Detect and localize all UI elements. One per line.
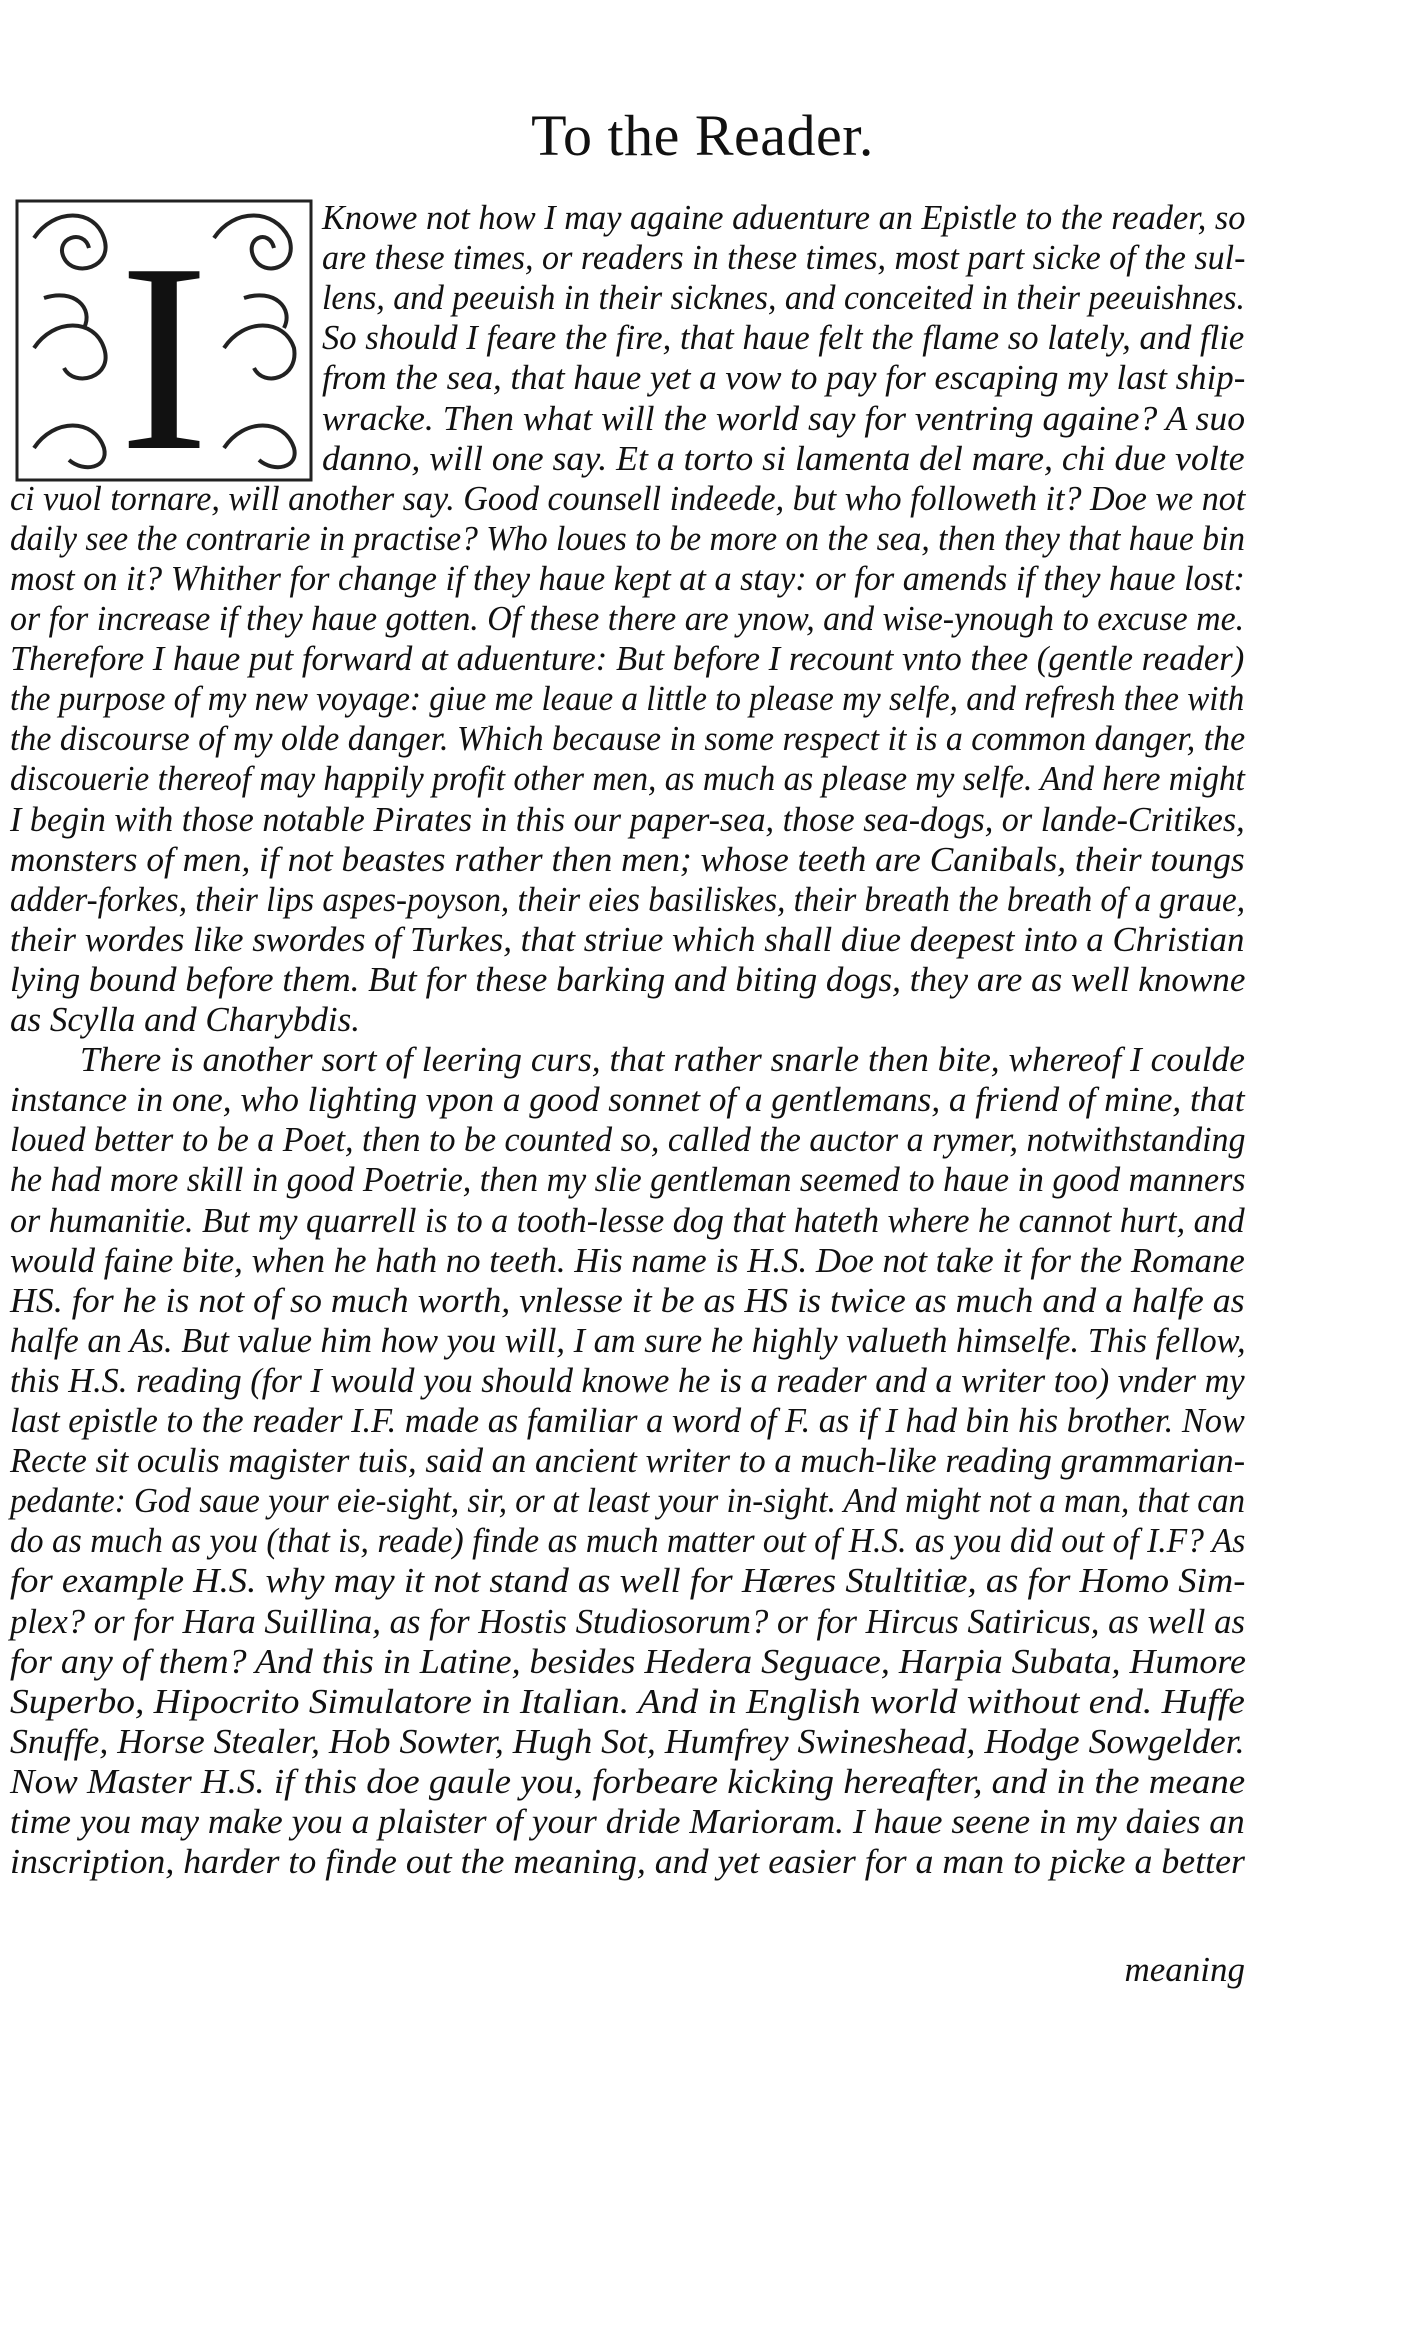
- text-line: instance in one, who lighting vpon a good sonnet of a gentlemans, a friend of mine, that: [10, 1080, 1245, 1120]
- text-line: There is another sort of leering curs, that rather snarle then bite, whereof I coulde: [80, 1040, 1245, 1080]
- text-line: pedante: God saue your eie-sight, sir, or at least your in-sight. And might not a man, that can: [10, 1481, 1246, 1521]
- text-line: the discourse of my olde danger. Which because in some respect it is a common danger, the: [10, 719, 1246, 759]
- text-line: he had more skill in good Poetrie, then my slie gentleman seemed to haue in good manners: [10, 1160, 1246, 1200]
- text-line: discouerie thereof may happily profit other men, as much as please my selfe. And here might: [10, 759, 1245, 799]
- text-line: last epistle to the reader I.F. made as familiar a word of F. as if I had bin his brother. Now: [10, 1401, 1245, 1440]
- text-line: halfe an As. But value him how you will, I am sure he highly valueth himselfe. This fellow,: [10, 1320, 1246, 1360]
- text-line: loued better to be a Poet, then to be counted so, called the auctor a rymer, notwithstanding: [10, 1120, 1246, 1160]
- catchword: meaning: [1124, 1950, 1245, 1989]
- text-line: monsters of men, if not beastes rather then men; whose teeth are Canibals, their toungs: [10, 839, 1245, 879]
- text-line: Recte sit oculis magister tuis, said an ancient writer to a much-like reading grammarian-: [10, 1441, 1246, 1481]
- decorated-initial-icon: [14, 198, 314, 483]
- text-line: the purpose of my new voyage: giue me leaue a little to please my selfe, and refresh thee with: [10, 679, 1245, 719]
- text-line: from the sea, that haue yet a vow to pay for escaping my last ship-: [322, 358, 1246, 398]
- text-line: are these times, or readers in these times, most part sicke of the sul-: [322, 238, 1246, 278]
- text-line: HS. for he is not of so much worth, vnlesse it be as HS is twice as much and a halfe as: [10, 1280, 1245, 1320]
- text-line: time you may make you a plaister of your dride Marioram. I haue seene in my daies an: [10, 1802, 1245, 1841]
- text-line: So should I feare the fire, that haue felt the flame so lately, and flie: [322, 318, 1245, 358]
- text-line: Therefore I haue put forward at aduenture: But before I recount vnto thee (gentle reader): [10, 639, 1245, 679]
- text-line: or humanitie. But my quarrell is to a tooth-lesse dog that hateth where he cannot hurt, and: [10, 1200, 1245, 1240]
- text-line: danno, will one say. Et a torto si lamenta del mare, chi due volte: [322, 438, 1245, 478]
- text-line: Snuffe, Horse Stealer, Hob Sowter, Hugh Sot, Humfrey Swineshead, Hodge Sowgelder.: [10, 1721, 1245, 1761]
- text-line: inscription, harder to finde out the meaning, and yet easier for a man to picke a better: [10, 1842, 1245, 1882]
- text-line: their wordes like swordes of Turkes, that striue which shall diue deepest into a Christian: [10, 919, 1245, 959]
- text-line: daily see the contrarie in practise? Who loues to be more on the sea, then they that haue bin: [10, 518, 1246, 558]
- text-line: lying bound before them. But for these barking and biting dogs, they are as well knowne: [10, 959, 1246, 999]
- page-title: To the Reader.: [531, 103, 874, 168]
- text-line: most on it? Whither for change if they haue kept at a stay: or for amends if they haue lost:: [10, 558, 1245, 598]
- text-line: as Scylla and Charybdis.: [10, 1000, 360, 1039]
- text-line: do as much as you (that is, reade) finde as much matter out of H.S. as you did out of I.F? As: [10, 1521, 1246, 1561]
- text-line: I begin with those notable Pirates in this our paper-sea, those sea-dogs, or lande-Critikes,: [10, 799, 1245, 839]
- text-line: Superbo, Hipocrito Simulatore in Italian. And in English world without end. Huffe: [10, 1681, 1245, 1721]
- text-line: ci vuol tornare, will another say. Good counsell indeede, but who followeth it? Doe we not: [10, 478, 1246, 518]
- text-line: Now Master H.S. if this doe gaule you, forbeare kicking hereafter, and in the meane: [10, 1761, 1246, 1801]
- text-line: this H.S. reading (for I would you should knowe he is a reader and a writer too) vnder my: [10, 1360, 1245, 1400]
- text-line: lens, and peeuish in their sicknes, and conceited in their peeuishnes.: [322, 278, 1245, 318]
- text-line: would faine bite, when he hath no teeth. His name is H.S. Doe not take it for the Romane: [10, 1240, 1245, 1280]
- text-line: wracke. Then what will the world say for ventring againe? A suo: [322, 398, 1246, 438]
- text-line: or for increase if they haue gotten. Of these there are ynow, and wise-ynough to excuse me.: [10, 599, 1245, 638]
- svg-text:I: I: [119, 208, 209, 483]
- text-line: plex? or for Hara Suillina, as for Hostis Studiosorum? or for Hircus Satiricus, as well as: [10, 1601, 1245, 1641]
- text-line: for example H.S. why may it not stand as well for Hæres Stultitiæ, as for Homo Sim-: [10, 1561, 1246, 1601]
- text-line: Knowe not how I may againe aduenture an Epistle to the reader, so: [322, 198, 1246, 237]
- text-line: for any of them? And this in Latine, besides Hedera Seguace, Harpia Subata, Humore: [10, 1641, 1246, 1681]
- text-line: adder-forkes, their lips aspes-poyson, their eies basiliskes, their breath the breath of a graue,: [10, 879, 1246, 919]
